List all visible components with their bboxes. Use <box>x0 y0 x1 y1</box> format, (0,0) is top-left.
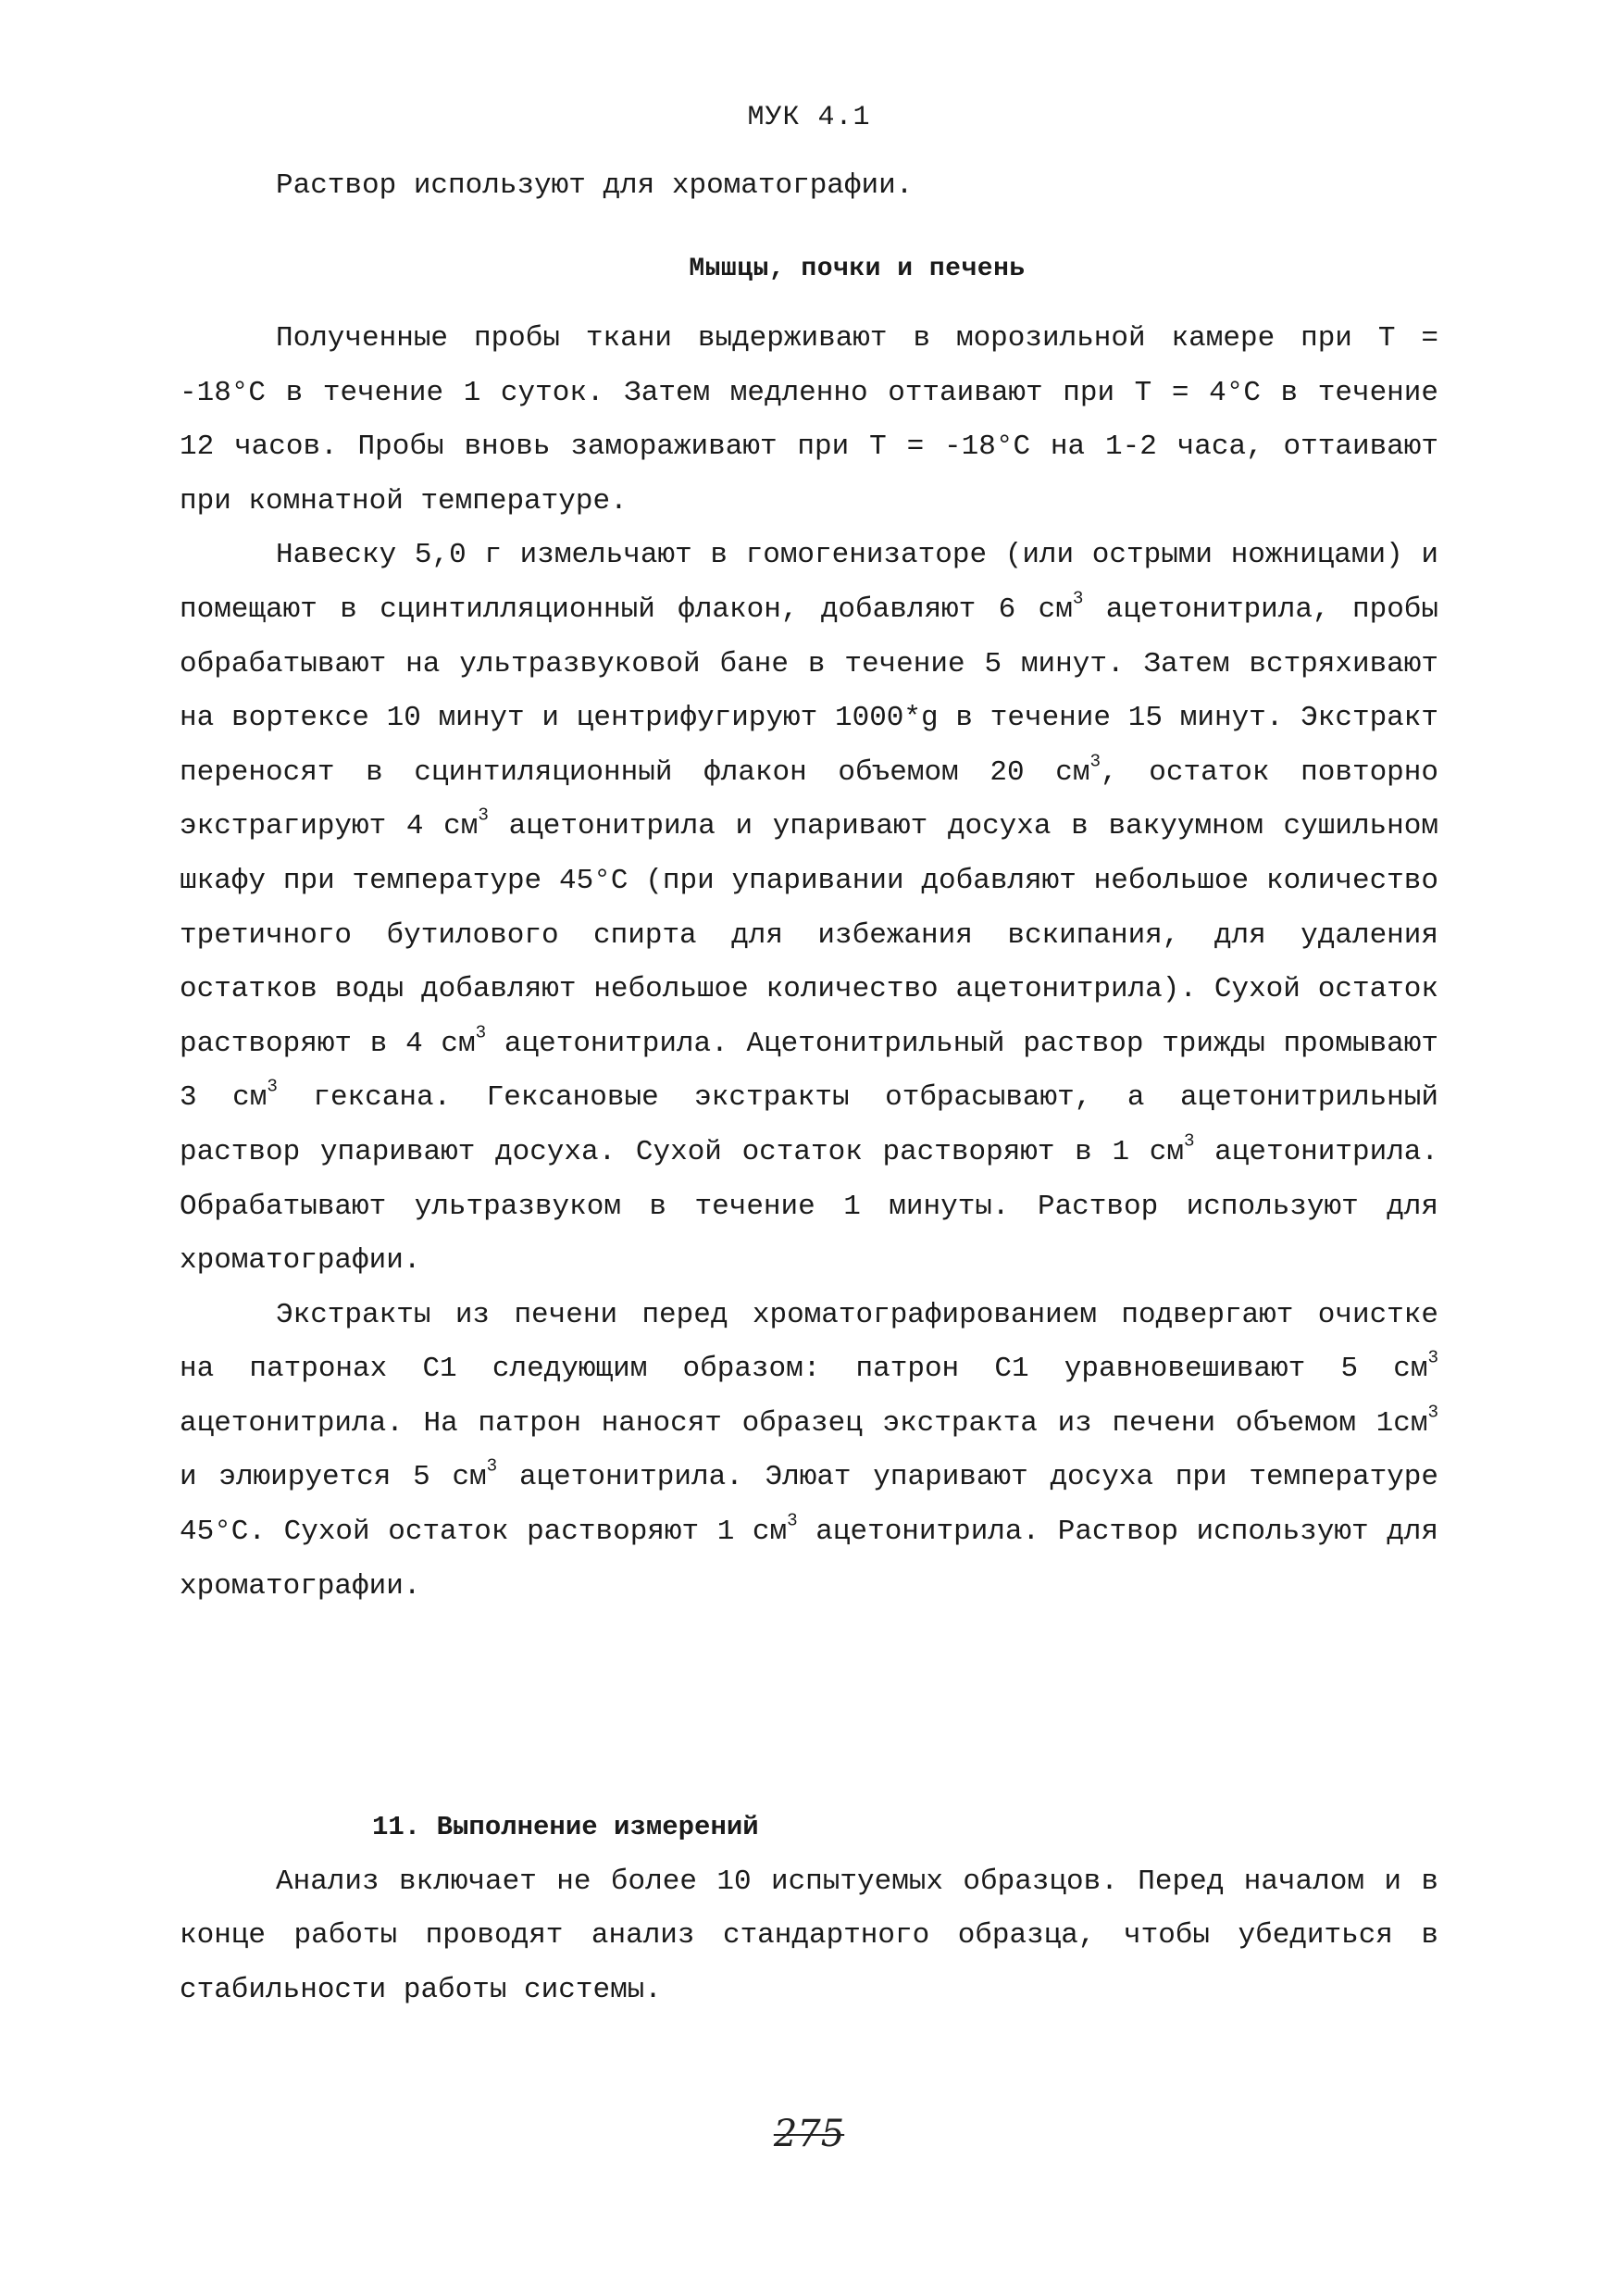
p2-s7: ацетонитрила. Обрабатывают ультразвуком в течение 1 минуты. Раствор используют для хроматографии. <box>180 1135 1438 1278</box>
p3-s5: ацетонитрила. Раствор используют для хроматографии. <box>180 1516 1439 1603</box>
paragraph-4: Анализ включает не более 10 испытуемых образцов. Перед началом и в конце работы проводят анализ стандартного образца, чтобы убедиться в стабильности работы системы. <box>180 1865 1438 2006</box>
p2-s3: , остаток повторно экстрагируют 4 см <box>180 755 1438 843</box>
section-title: Мышцы, почки и печень <box>689 255 1026 283</box>
p2-s4: ацетонитрила и упаривают досуха в вакуумном сушильном шкафу при температуре 45°С (при упаривании добавляют небольшое количество третичного бутилового спирта для избежания вскипания, для удаления остатков воды добавляют небольшое количество ацетонитрила). Сухой остаток растворяют в 4 см <box>180 810 1438 1060</box>
page-number: 275 <box>773 2113 845 2155</box>
p3-s1: Экстракты из печени перед хроматографированием подвергают очистке на патронах С1 следующим образом: патрон С1 уравновешивают 5 см <box>180 1298 1438 1386</box>
superscript: 3 <box>1427 1402 1438 1423</box>
p2-s1: Навеску 5,0 г измельчают в гомогенизаторе (или острыми ножницами) и помещают в сцинтилляционный флакон, добавляют 6 см <box>180 539 1438 626</box>
text-block-upper <box>180 159 1438 214</box>
p2-s2: ацетонитрила, пробы обрабатывают на ультразвуковой бане в течение 5 минут. Затем встряхивают на вортексе 10 минут и центрифугируют 1000*g в течение 15 минут. Экстракт переносят в сцинтиляционный флакон объемом 20 см <box>180 593 1438 789</box>
superscript: 3 <box>475 1022 487 1043</box>
superscript: 3 <box>1089 751 1101 772</box>
intro-line: Раствор используют для хроматографии. <box>276 169 914 202</box>
p3-s2: ацетонитрила. На патрон наносят образец экстракта из печени объемом 1см <box>180 1406 1428 1440</box>
superscript: 3 <box>478 805 489 826</box>
document-header: МУК 4.1 <box>747 102 871 133</box>
p3-s4: ацетонитрила. Элюат упаривают досуха при температуре 45°С. Сухой остаток растворяют 1 см <box>180 1461 1438 1549</box>
p2-s5: ацетонитрила. Ацетонитрильный раствор трижды промывают 3 см <box>180 1027 1438 1115</box>
paragraph-3 <box>180 1289 1438 1615</box>
superscript: 3 <box>267 1076 278 1097</box>
section-muscles <box>180 243 1438 297</box>
paragraph-2 <box>180 529 1438 1288</box>
section-measurements <box>180 1801 1438 2017</box>
p3-s3: и элюируется 5 см <box>180 1461 487 1494</box>
superscript: 3 <box>1183 1130 1195 1152</box>
superscript: 3 <box>486 1456 498 1478</box>
p2-s6: гексана. Гексановые экстракты отбрасывают, а ацетонитрильный раствор упаривают досуха. Сухой остаток растворяют в 1 см <box>180 1081 1438 1168</box>
superscript: 3 <box>1427 1347 1438 1368</box>
body-text <box>180 312 1438 1614</box>
superscript: 3 <box>1072 588 1084 609</box>
superscript: 3 <box>787 1510 798 1531</box>
paragraph-1: Полученные пробы ткани выдерживают в морозильной камере при Т = -18°С в течение 1 суток. Затем медленно оттаивают при Т = 4°С в течение 12 часов. Пробы вновь замораживают при Т = -18°С на 1-2 часа, оттаивают при комнатной температуре. <box>180 322 1438 518</box>
section2-title: 11. Выполнение измерений <box>372 1812 759 1842</box>
